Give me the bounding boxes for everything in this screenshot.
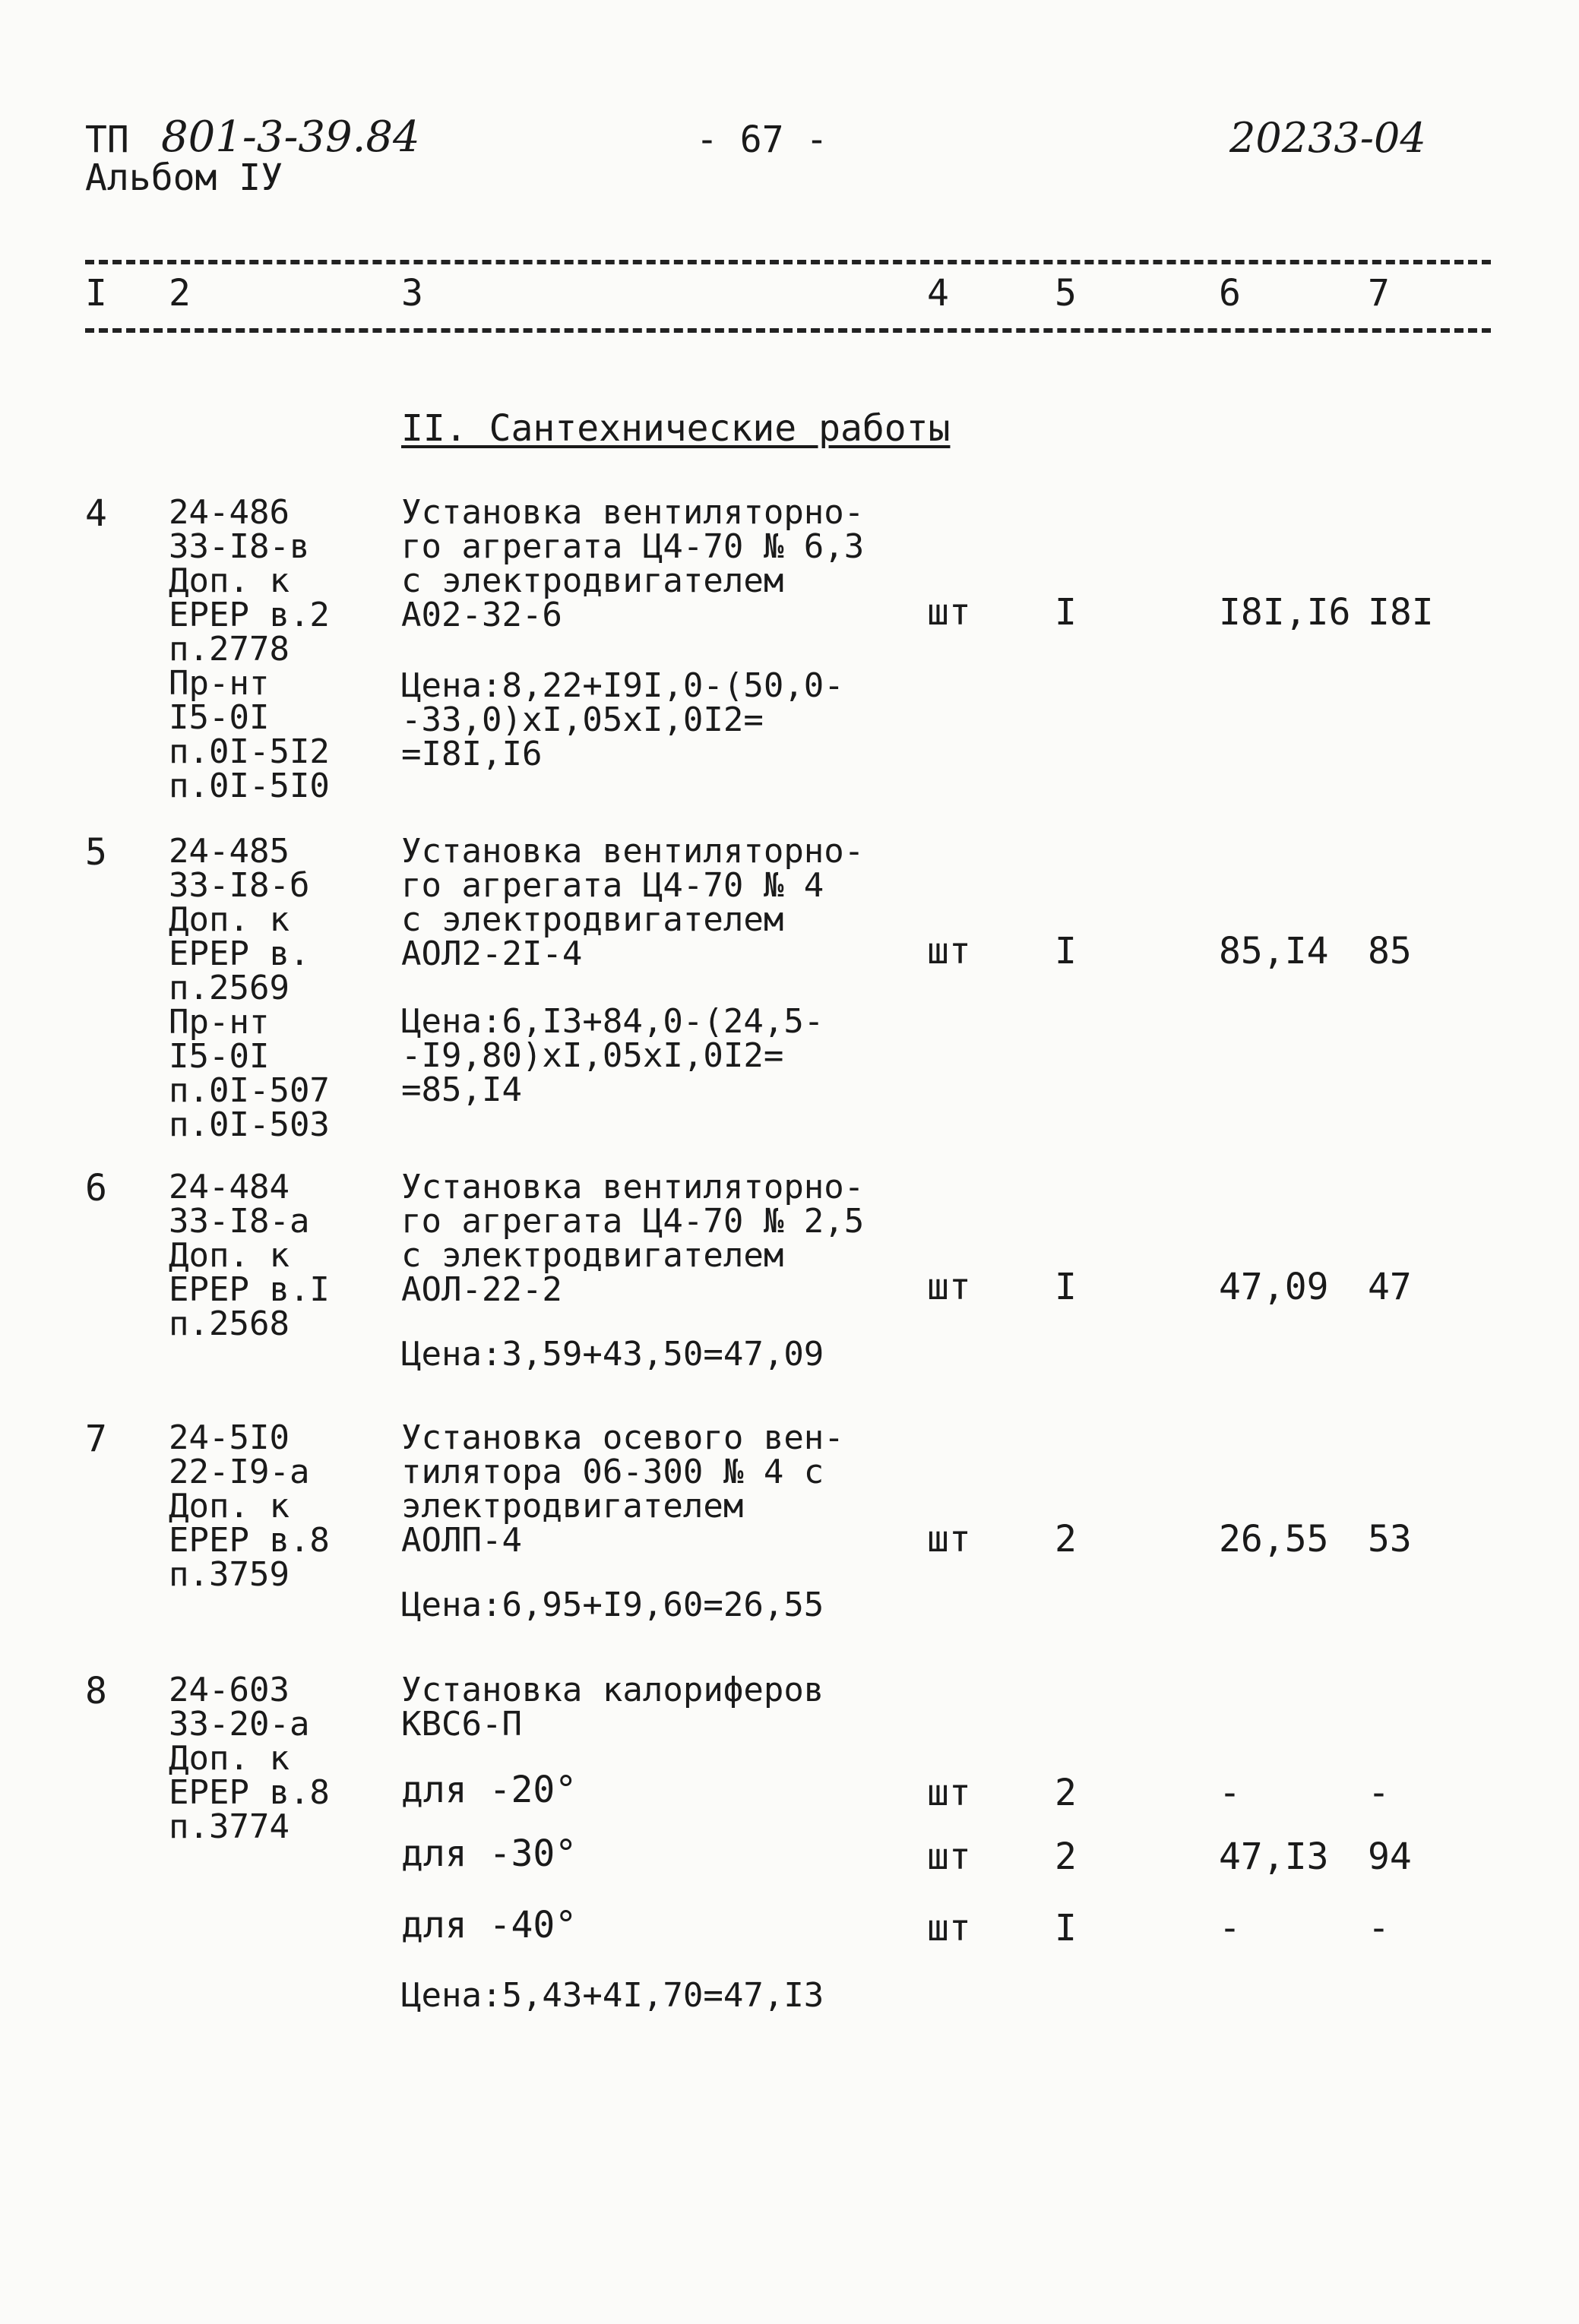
- price-formula: Цена:6,95+I9,60=26,55: [401, 1586, 824, 1624]
- total-cost: 53: [1368, 1518, 1412, 1560]
- row-number: 4: [85, 492, 107, 535]
- quantity: 2: [1055, 1835, 1077, 1878]
- sub-row-label: для -30°: [401, 1832, 577, 1875]
- price-formula: Цена:8,22+I9I,0-(50,0- -33,0)хI,05хI,0I2= =I8I,I6: [401, 666, 844, 773]
- unit-cost: 47,I3: [1219, 1835, 1329, 1878]
- unit: шт: [927, 930, 971, 972]
- section-title: II. Сантехнические работы: [401, 407, 951, 450]
- quantity: 2: [1055, 1518, 1077, 1560]
- quantity: I: [1055, 591, 1077, 634]
- album-label: Альбом IУ: [85, 157, 283, 199]
- price-formula: Цена:6,I3+84,0-(24,5- -I9,80)хI,05хI,0I2= =85,I4: [401, 1002, 824, 1109]
- col-7: 7: [1368, 272, 1390, 315]
- price-formula: Цена:5,43+4I,70=47,I3: [401, 1976, 824, 2015]
- unit: шт: [927, 1266, 971, 1308]
- unit-cost: 47,09: [1219, 1266, 1329, 1308]
- row-number: 6: [85, 1167, 107, 1209]
- row-number: 7: [85, 1418, 107, 1460]
- row-number: 5: [85, 831, 107, 874]
- unit: шт: [927, 1835, 971, 1878]
- col-6: 6: [1219, 272, 1241, 315]
- total-cost: -: [1368, 1907, 1390, 1949]
- doc-prefix: ТП: [85, 119, 129, 161]
- unit: шт: [927, 1907, 971, 1949]
- total-cost: 47: [1368, 1266, 1412, 1308]
- reference-list: 24-485 33-I8-б Доп. к ЕРЕР в. п.2569 Пр-нт I5-0I п.0I-507 п.0I-503: [169, 832, 330, 1144]
- unit: шт: [927, 1518, 971, 1560]
- unit-cost: -: [1219, 1772, 1241, 1814]
- col-2: 2: [169, 272, 191, 315]
- page-number: - 67 -: [696, 119, 828, 161]
- unit-cost: 85,I4: [1219, 930, 1329, 972]
- unit: шт: [927, 591, 971, 634]
- reference-list: 24-603 33-20-а Доп. к ЕРЕР в.8 п.3774: [169, 1671, 330, 1846]
- total-cost: 94: [1368, 1835, 1412, 1878]
- work-description: Установка вентиляторно- го агрегата Ц4-70 № 4 с электродвигателем АОЛ2-2I-4: [401, 832, 865, 973]
- reference-list: 24-486 33-I8-в Доп. к ЕРЕР в.2 п.2778 Пр-нт I5-0I п.0I-5I2 п.0I-5I0: [169, 493, 330, 805]
- total-cost: -: [1368, 1772, 1390, 1814]
- work-description: Установка вентиляторно- го агрегата Ц4-70 № 2,5 с электродвигателем АОЛ-22-2: [401, 1168, 865, 1309]
- unit: шт: [927, 1772, 971, 1814]
- work-description: Установка калориферов КВС6-П: [401, 1671, 824, 1744]
- doc-code: 801-3-39.84: [161, 112, 420, 162]
- quantity: 2: [1055, 1772, 1077, 1814]
- header-rule-bottom: [85, 328, 1491, 333]
- sub-row-label: для -40°: [401, 1904, 577, 1946]
- doc-id: 20233-04: [1229, 114, 1426, 162]
- unit-cost: -: [1219, 1907, 1241, 1949]
- reference-list: 24-484 33-I8-а Доп. к ЕРЕР в.I п.2568: [169, 1168, 330, 1343]
- price-formula: Цена:3,59+43,50=47,09: [401, 1335, 824, 1374]
- quantity: I: [1055, 930, 1077, 972]
- reference-list: 24-5I0 22-I9-а Доп. к ЕРЕР в.8 п.3759: [169, 1418, 330, 1594]
- quantity: I: [1055, 1907, 1077, 1949]
- work-description: Установка вентиляторно- го агрегата Ц4-70 № 6,3 с электродвигателем А02-32-6: [401, 493, 865, 634]
- col-1: I: [85, 272, 107, 315]
- row-number: 8: [85, 1670, 107, 1712]
- total-cost: I8I: [1368, 591, 1434, 634]
- col-3: 3: [401, 272, 423, 315]
- unit-cost: I8I,I6: [1219, 591, 1351, 634]
- header-rule-top: [85, 260, 1491, 264]
- sub-row-label: для -20°: [401, 1769, 577, 1811]
- total-cost: 85: [1368, 930, 1412, 972]
- unit-cost: 26,55: [1219, 1518, 1329, 1560]
- work-description: Установка осевого вен- тилятора 06-300 № 4 с электродвигателем АОЛП-4: [401, 1418, 844, 1560]
- col-4: 4: [927, 272, 949, 315]
- quantity: I: [1055, 1266, 1077, 1308]
- col-5: 5: [1055, 272, 1077, 315]
